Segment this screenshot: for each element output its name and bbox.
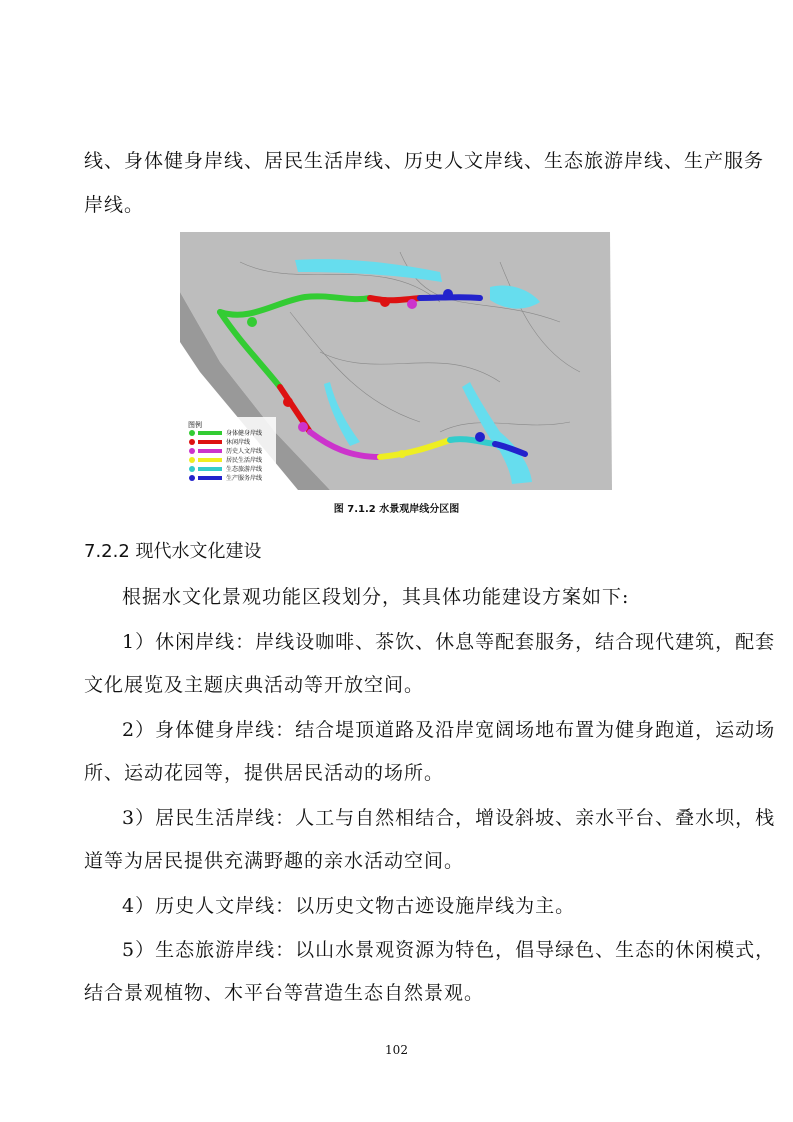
shoreline-zoning-map xyxy=(180,232,620,490)
map-legend xyxy=(184,417,276,487)
legend-title: 图例 xyxy=(188,421,202,429)
section-heading: 7.2.2 现代水文化建设 xyxy=(84,541,262,562)
legend-line xyxy=(198,440,222,444)
item-4-line-1: 4）历史人文岸线：以历史文物古迹设施岸线为主。 xyxy=(122,895,576,917)
legend-swatch xyxy=(189,430,195,436)
item-1-line-1: 1）休闲岸线：岸线设咖啡、茶饮、休息等配套服务，结合现代建筑，配套 xyxy=(122,631,776,653)
legend-swatch xyxy=(189,466,195,472)
item-3-line-1: 3）居民生活岸线：人工与自然相结合，增设斜坡、亲水平台、叠水坝，栈 xyxy=(122,807,776,829)
item-3-line-2: 道等为居民提供充满野趣的亲水活动空间。 xyxy=(84,850,465,872)
legend-label: 身体健身岸线 xyxy=(226,430,263,437)
item-1-line-2: 文化展览及主题庆典活动等开放空间。 xyxy=(84,674,425,696)
page-number: 102 xyxy=(385,1043,408,1057)
legend-swatch xyxy=(189,439,195,445)
legend-swatch xyxy=(189,475,195,481)
legend-label: 生产服务岸线 xyxy=(226,475,263,482)
legend-label: 休闲岸线 xyxy=(226,439,251,446)
figure-caption: 图 7.1.2 水景观岸线分区图 xyxy=(333,504,460,515)
item-5-line-2: 结合景观植物、木平台等营造生态自然景观。 xyxy=(84,982,485,1004)
legend-swatch xyxy=(189,448,195,454)
item-2-line-1: 2）身体健身岸线：结合堤顶道路及沿岸宽阔场地布置为健身跑道，运动场 xyxy=(122,719,776,741)
legend-label: 生态旅游岸线 xyxy=(226,466,263,473)
legend-swatch xyxy=(189,457,195,463)
legend-line xyxy=(198,449,222,453)
section-intro: 根据水文化景观功能区段划分，其具体功能建设方案如下: xyxy=(122,586,630,608)
item-2-line-2: 所、运动花园等，提供居民活动的场所。 xyxy=(84,762,445,784)
legend-label: 居民生活岸线 xyxy=(226,457,263,464)
intro-line-1: 线、身体健身岸线、居民生活岸线、历史人文岸线、生态旅游岸线、生产服务 xyxy=(84,150,765,172)
legend-line xyxy=(198,476,222,480)
legend-line xyxy=(198,431,222,435)
item-5-line-1: 5）生态旅游岸线：以山水景观资源为特色，倡导绿色、生态的休闲模式， xyxy=(122,939,776,961)
legend-line xyxy=(198,467,222,471)
legend-label: 历史人文岸线 xyxy=(226,448,263,455)
legend-line xyxy=(198,458,222,462)
intro-line-2: 岸线。 xyxy=(84,194,145,216)
